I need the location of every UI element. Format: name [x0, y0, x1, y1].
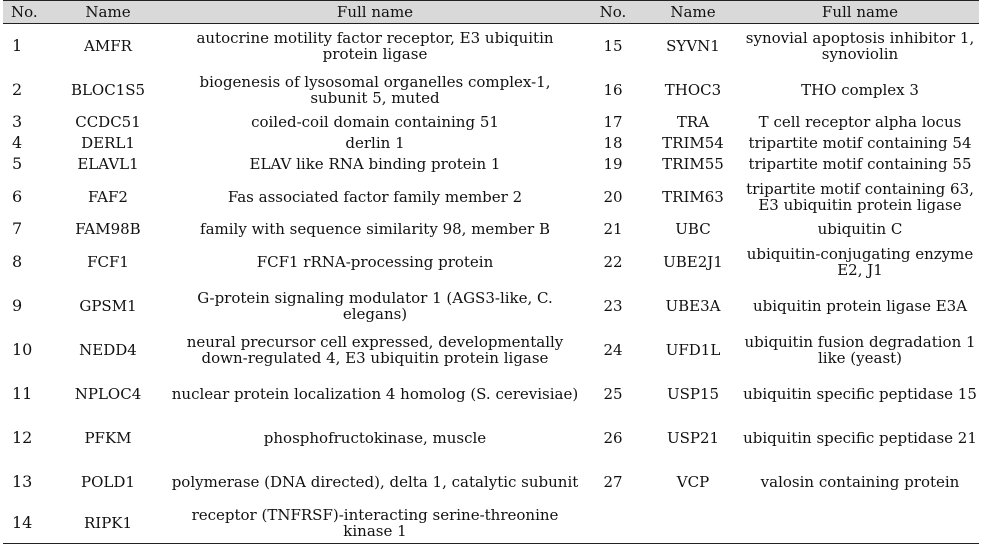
gene-full-name: family with sequence similarity 98, member B	[200, 220, 550, 238]
gene-symbol: FCF1	[87, 252, 129, 271]
gene-symbol: UFD1L	[665, 340, 721, 359]
row-number: 10	[12, 339, 33, 359]
row-number: 15	[603, 36, 623, 55]
gene-symbol: TRIM63	[662, 187, 724, 206]
gene-symbol: DERL1	[81, 134, 135, 152]
row-number: 13	[12, 471, 33, 491]
table-header-row	[3, 1, 979, 24]
gene-symbol: UBC	[675, 220, 711, 238]
gene-symbol: UBE3A	[665, 296, 721, 315]
gene-full-name: Fas associated factor family member 2	[227, 187, 523, 206]
gene-full-name: ubiquitin specific peptidase 21	[743, 428, 977, 447]
gene-symbol: BLOC1S5	[70, 80, 146, 99]
row-number: 5	[12, 154, 23, 173]
gene-symbol: THOC3	[664, 80, 722, 99]
gene-table	[3, 0, 979, 544]
gene-symbol: RIPK1	[47, 504, 169, 544]
row-number: 21	[603, 220, 623, 238]
gene-full-name: derlin 1	[345, 134, 405, 152]
gene-symbol: NEDD4	[79, 340, 137, 359]
row-number: 24	[603, 340, 623, 359]
table-row	[3, 112, 979, 133]
table-row	[3, 240, 979, 284]
gene-symbol: GPSM1	[79, 296, 137, 315]
gene-symbol: VCP	[676, 472, 710, 491]
gene-symbol: TRA	[676, 113, 710, 131]
row-number: 14	[3, 504, 47, 544]
gene-full-name: G-protein signaling modulator 1 (AGS3-like, C. elegans)	[197, 288, 553, 323]
gene-full-name: neural precursor cell expressed, developmentally down-regulated 4, E3 ubiquitin protein ligase	[186, 332, 564, 367]
gene-full-name: tripartite motif containing 63, E3 ubiquitin protein ligase	[746, 179, 974, 214]
table-row	[3, 504, 979, 544]
row-number: 2	[12, 79, 23, 99]
gene-full-name: autocrine motility factor receptor, E3 ubiquitin protein ligase	[196, 28, 554, 63]
row-number: 11	[12, 383, 33, 403]
table-row	[3, 460, 979, 504]
row-number: 8	[12, 251, 23, 271]
row-number: 6	[12, 186, 23, 206]
gene-full-name: ubiquitin specific peptidase 15	[743, 384, 977, 403]
gene-symbol: AMFR	[84, 36, 132, 55]
gene-symbol: POLD1	[81, 472, 135, 491]
gene-symbol	[645, 504, 741, 544]
gene-full-name: nuclear protein localization 4 homolog (S. cerevisiae)	[171, 384, 579, 403]
row-number: 20	[603, 187, 623, 206]
row-number: 17	[603, 113, 623, 131]
gene-full-name: synovial apoptosis inhibitor 1, synoviolin	[745, 28, 975, 63]
row-number: 27	[603, 472, 623, 491]
row-number: 1	[12, 35, 23, 55]
gene-symbol: UBE2J1	[663, 252, 723, 271]
gene-symbol: USP15	[666, 384, 720, 403]
header-full-name: Full name	[741, 1, 979, 24]
row-number: 26	[603, 428, 623, 447]
header-full-name: Full name	[169, 1, 581, 24]
gene-symbol: PFKM	[84, 428, 132, 447]
table-row	[3, 175, 979, 219]
row-number	[581, 504, 645, 544]
table-row	[3, 154, 979, 175]
row-number: 9	[12, 295, 23, 315]
gene-symbol: FAF2	[88, 187, 128, 206]
table-row	[3, 219, 979, 240]
gene-full-name: THO complex 3	[801, 80, 919, 99]
gene-symbol: TRIM55	[662, 155, 724, 173]
gene-symbol: USP21	[666, 428, 720, 447]
row-number: 18	[603, 134, 623, 152]
gene-full-name: coiled-coil domain containing 51	[251, 113, 499, 131]
gene-full-name: valosin containing protein	[760, 472, 960, 491]
row-number: 12	[12, 427, 33, 447]
table-row	[3, 68, 979, 112]
row-number: 22	[603, 252, 623, 271]
row-number: 23	[603, 296, 623, 315]
table-row	[3, 24, 979, 68]
gene-symbol: TRIM54	[662, 134, 724, 152]
table-row	[3, 416, 979, 460]
gene-full-name: tripartite motif containing 55	[748, 155, 972, 173]
gene-symbol: FAM98B	[75, 220, 141, 238]
gene-symbol: ELAVL1	[77, 155, 139, 173]
gene-full-name: phosphofructokinase, muscle	[263, 428, 487, 447]
gene-full-name: FCF1 rRNA-processing protein	[256, 252, 494, 271]
header-name: Name	[645, 1, 741, 24]
gene-full-name: ubiquitin fusion degradation 1 like (yeast)	[744, 332, 976, 367]
table-row	[3, 372, 979, 416]
gene-full-name: biogenesis of lysosomal organelles complex-1, subunit 5, muted	[199, 72, 551, 107]
row-number: 7	[12, 219, 23, 238]
gene-full-name: ubiquitin-conjugating enzyme E2, J1	[746, 244, 974, 279]
header-name: Name	[47, 1, 169, 24]
gene-full-name: ubiquitin C	[817, 220, 903, 238]
gene-full-name: receptor (TNFRSF)-interacting serine-threonine kinase 1	[169, 504, 581, 544]
row-number: 16	[603, 80, 623, 99]
gene-full-name: T cell receptor alpha locus	[758, 113, 962, 131]
gene-symbol: SYVN1	[666, 36, 720, 55]
gene-full-name: ubiquitin protein ligase E3A	[752, 296, 968, 315]
gene-full-name: polymerase (DNA directed), delta 1, catalytic subunit	[171, 472, 579, 491]
row-number: 19	[603, 155, 623, 173]
table-row	[3, 328, 979, 372]
row-number: 4	[12, 133, 23, 152]
header-no: No.	[3, 1, 47, 24]
gene-full-name	[741, 504, 979, 544]
gene-symbol: NPLOC4	[74, 384, 142, 403]
table-row	[3, 133, 979, 154]
row-number: 3	[12, 112, 23, 131]
row-number: 25	[603, 384, 623, 403]
gene-symbol: CCDC51	[75, 113, 141, 131]
header-no: No.	[581, 1, 645, 24]
gene-full-name: tripartite motif containing 54	[748, 134, 972, 152]
gene-full-name: ELAV like RNA binding protein 1	[249, 155, 501, 173]
table-row	[3, 284, 979, 328]
